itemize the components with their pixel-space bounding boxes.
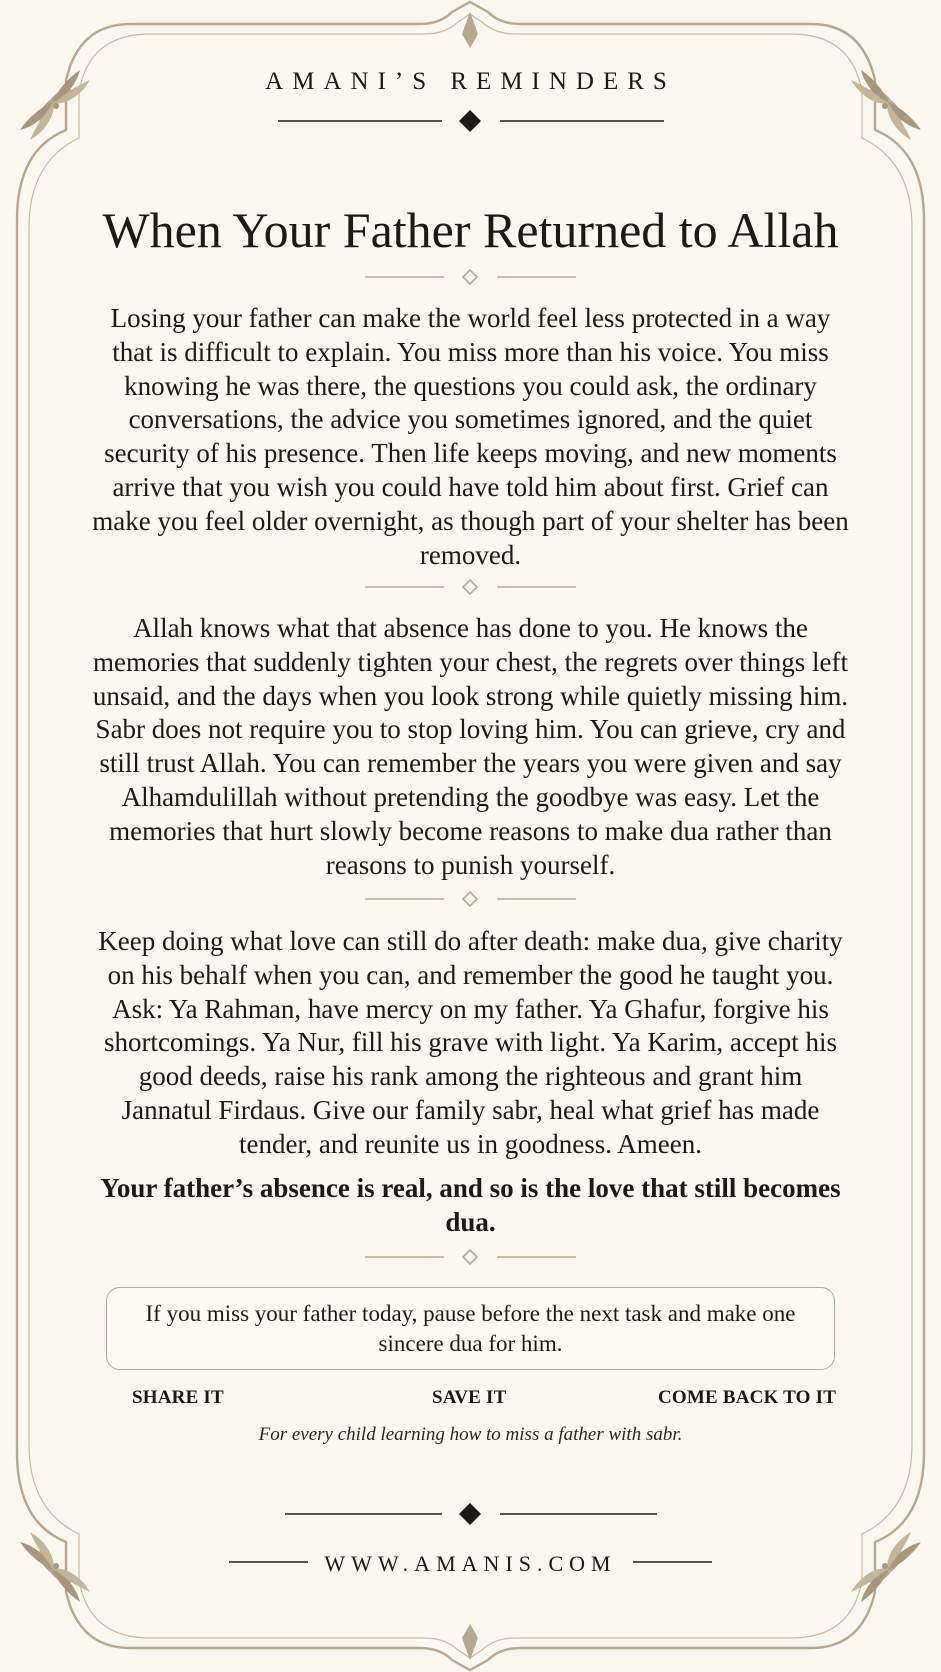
share-it-link[interactable]: SHARE IT [132,1387,224,1408]
paragraph-2: Allah knows what that absence has done to you. He knows the memories that suddenly tighten your chest, the regrets over things left unsaid, and the days when you look strong while quietly missing him. Sabr does not require you to stop loving him. You can grieve, cry and still trust Allah. You can remember the years you were given and say Alhamdulillah without pretending the goodbye was easy. Let the memories that hurt slowly become reasons to make dua rather than reasons to punish yourself. [92,613,849,880]
brand-name: AMANI’S REMINDERS [265,68,676,95]
website-link[interactable]: WWW.AMANIS.COM [324,1551,617,1576]
tagline: For every child learning how to miss a father with sabr. [258,1424,683,1445]
paragraph-3: Keep doing what love can still do after death: make dua, give charity on his behalf when you can, and remember the good he taught you. Ask: Ya Rahman, have mercy on my father. Ya Ghafur, forgive his shortcomings. Ya Nur, fill his grave with light. Ya Karim, accept his good deeds, raise his rank among the righteous and grant him Jannatul Firdaus. Give our family sabr, heal what grief has made tender, and reunite us in goodness. Ameen. [98,926,843,1159]
save-it-link[interactable]: SAVE IT [432,1387,507,1408]
paragraph-1: Losing your father can make the world feel less protected in a way that is difficult to explain. You miss more than his voice. You miss knowing he was there, the questions you could ask, the ordinary conversations, the advice you sometimes ignored, and the quiet security of his presence. Then life keeps moving, and new moments arrive that you wish you could have told him about first. Grief can make you feel older overnight, as though part of your shelter has been removed. [92,303,849,570]
page-title: When Your Father Returned to Allah [102,202,839,258]
come-back-link[interactable]: COME BACK TO IT [658,1387,837,1408]
closing-statement: Your father’s absence is real, and so is the love that still becomes dua. [100,1173,841,1237]
callout-text: If you miss your father today, pause before the next task and make one sincere dua for him. [145,1300,796,1356]
callout-box [106,1287,835,1370]
